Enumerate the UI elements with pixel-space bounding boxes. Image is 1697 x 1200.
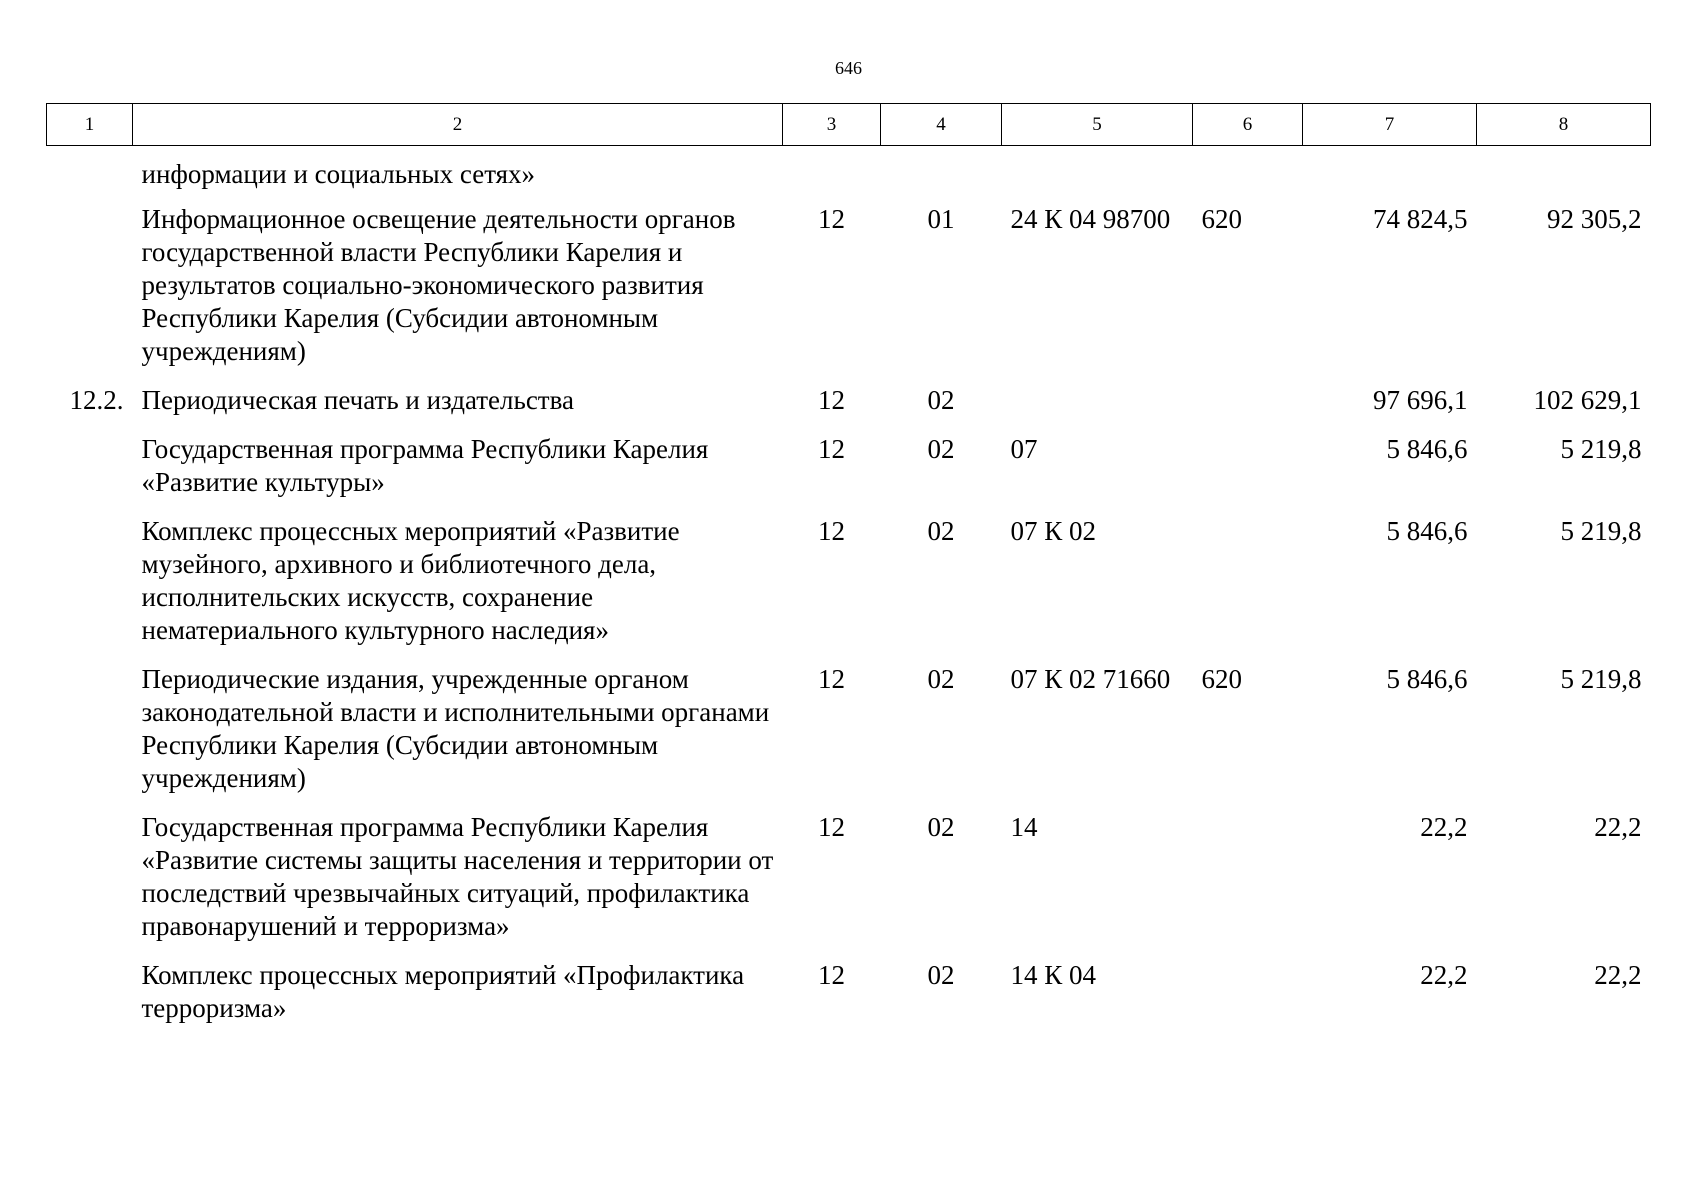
row-target-article: 14 [1010, 812, 1038, 842]
table-header [47, 104, 1651, 146]
table-row [47, 515, 1651, 663]
header-col-1: 1 [47, 104, 133, 146]
row-target-article: 07 К 02 [1010, 516, 1097, 546]
row-name: Информационное освещение деятельности органов государственной власти Республики Карелия и результатов социально-экономического развития Республики Карелия (Субсидии автономным учреждениям) [141, 204, 736, 366]
row-number [47, 811, 133, 959]
row-target-article [1002, 384, 1193, 433]
row-sum-col8: 5 219,8 [1560, 434, 1642, 464]
row-sum-col7: 97 696,1 [1373, 385, 1468, 415]
row-name: Комплекс процессных мероприятий «Профилактика терроризма» [141, 960, 745, 1023]
row-expense-type [1193, 384, 1303, 433]
row-expense-type: 620 [1201, 204, 1242, 234]
row-target-article [1002, 146, 1193, 204]
row-expense-type [1193, 433, 1303, 515]
row-section: 12 [818, 664, 845, 694]
row-number [47, 146, 133, 204]
row-number [47, 203, 133, 384]
row-name: Периодические издания, учрежденные органом законодательной власти и исполнительными органами Республики Карелия (Субсидии автономным учреждениям) [141, 664, 770, 793]
row-target-article: 07 [1010, 434, 1038, 464]
header-col-7: 7 [1303, 104, 1477, 146]
row-sum-col8: 5 219,8 [1560, 516, 1642, 546]
row-expense-type [1193, 146, 1303, 204]
row-target-article: 07 К 02 71660 [1010, 664, 1171, 694]
row-section [783, 146, 881, 204]
page-number: 646 [835, 58, 862, 78]
row-subsection: 01 [927, 204, 955, 234]
row-name: Периодическая печать и издательства [141, 385, 574, 415]
row-subsection: 02 [927, 516, 955, 546]
row-number [47, 515, 133, 663]
row-sum-col7: 5 846,6 [1386, 434, 1468, 464]
row-target-article: 14 К 04 [1010, 960, 1097, 990]
header-col-2: 2 [133, 104, 783, 146]
row-name: Комплекс процессных мероприятий «Развитие музейного, архивного и библиотечного дела, исполнительских искусств, сохранение нематериального культурного наследия» [141, 516, 680, 645]
row-sum-col8 [1477, 146, 1651, 204]
row-sum-col7: 5 846,6 [1386, 516, 1468, 546]
table-row [47, 663, 1651, 811]
row-name: Государственная программа Республики Карелия «Развитие культуры» [141, 434, 709, 497]
row-section: 12 [818, 516, 845, 546]
row-sum-col8: 102 629,1 [1533, 385, 1642, 415]
table-row [47, 203, 1651, 384]
row-target-article: 24 К 04 98700 [1010, 204, 1171, 234]
header-col-6: 6 [1193, 104, 1303, 146]
row-sum-col8: 92 305,2 [1547, 204, 1642, 234]
row-sum-col7: 74 824,5 [1373, 204, 1468, 234]
row-sum-col7 [1303, 146, 1477, 204]
row-expense-type: 620 [1201, 664, 1242, 694]
row-subsection: 02 [927, 960, 955, 990]
header-col-8: 8 [1477, 104, 1651, 146]
row-section: 12 [818, 385, 845, 415]
header-col-4: 4 [881, 104, 1002, 146]
row-expense-type [1193, 811, 1303, 959]
row-sum-col8: 5 219,8 [1560, 664, 1642, 694]
header-row [47, 104, 1651, 146]
row-expense-type [1193, 959, 1303, 1041]
row-subsection: 02 [927, 812, 955, 842]
row-subsection [881, 146, 1002, 204]
header-col-3: 3 [783, 104, 881, 146]
budget-table [46, 103, 1651, 1041]
row-number [47, 663, 133, 811]
row-sum-col8: 22,2 [1594, 960, 1642, 990]
row-name: Государственная программа Республики Карелия «Развитие системы защиты населения и территории от последствий чрезвычайных ситуаций, профилактика правонарушений и терроризма» [141, 812, 774, 941]
table-row [47, 384, 1651, 433]
row-sum-col8: 22,2 [1594, 812, 1642, 842]
table-row [47, 811, 1651, 959]
row-section: 12 [818, 204, 845, 234]
row-number: 12.2. [69, 385, 124, 415]
row-section: 12 [818, 960, 845, 990]
table-row [47, 146, 1651, 204]
table-body [47, 146, 1651, 1042]
row-number [47, 959, 133, 1041]
row-name: информации и социальных сетях» [141, 159, 536, 189]
row-expense-type [1193, 515, 1303, 663]
row-section: 12 [818, 434, 845, 464]
row-subsection: 02 [927, 664, 955, 694]
row-sum-col7: 22,2 [1420, 960, 1468, 990]
row-subsection: 02 [927, 385, 955, 415]
row-number [47, 433, 133, 515]
row-sum-col7: 5 846,6 [1386, 664, 1468, 694]
table-row [47, 959, 1651, 1041]
header-col-5: 5 [1002, 104, 1193, 146]
table-row [47, 433, 1651, 515]
row-sum-col7: 22,2 [1420, 812, 1468, 842]
row-section: 12 [818, 812, 845, 842]
row-subsection: 02 [927, 434, 955, 464]
